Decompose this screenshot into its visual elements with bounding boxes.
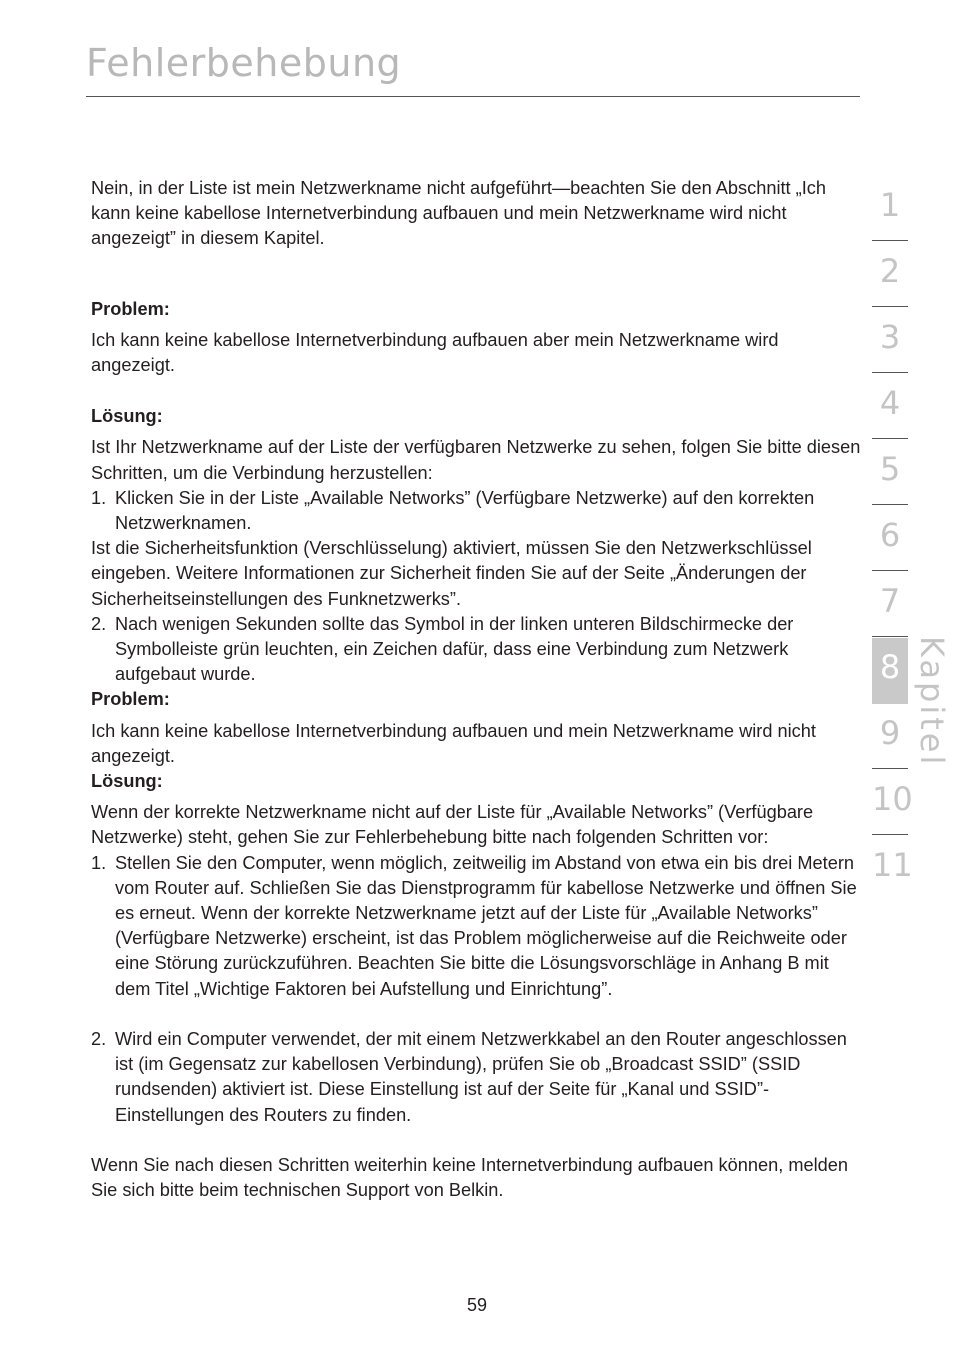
list-number: 2. (91, 1028, 107, 1049)
problem-text: Ich kann keine kabellose Internetverbindung aufbauen und mein Netzwerkname wird nicht angezeigt. (91, 720, 816, 766)
chapter-tab-5[interactable]: 5 (872, 440, 908, 506)
chapter-tab-6[interactable]: 6 (872, 506, 908, 572)
solution-intro: Ist Ihr Netzwerkname auf der Liste der verfügbaren Netzwerke zu sehen, folgen Sie bitte diesen Schritten, um die Verbindung herzustellen: (91, 437, 861, 483)
chapter-tab-11[interactable]: 11 (872, 846, 913, 884)
page-title: Fehlerbehebung (86, 41, 402, 85)
solution-heading: Lösung: (91, 406, 163, 427)
list-number: 2. (91, 613, 107, 634)
chapter-tab-8-active[interactable]: 8 (872, 638, 908, 704)
security-note: Ist die Sicherheitsfunktion (Verschlüsselung) aktiviert, müssen Sie den Netzwerkschlüssel eingeben. Weitere Informationen zur Sicherheit finden Sie auf der Seite „Änderungen der Sicherheitseinstellungen des Funknetzwerks”. (91, 538, 812, 609)
list-number: 1. (91, 487, 107, 508)
chapter-tab-9[interactable]: 9 (872, 704, 908, 770)
list-item (91, 486, 861, 536)
list-item-text: Stellen Sie den Computer, wenn möglich, zeitweilig im Abstand von etwa ein bis drei Metern vom Router auf. Schließen Sie das Dienstprogramm für kabellose Netzwerke und öffnen Sie es erneut. Wenn der korrekte Netzwerkname jetzt auf der Liste für „Available Networks” (Verfügbare Netzwerke) erscheint, ist das Problem möglicherweise auf die Reichweite oder eine Störung zurückzuführen. Beachten Sie bitte die Lösungsvorschläge in Anhang B mit dem Titel „Wichtige Faktoren bei Aufstellung und Einrichtung”. (115, 852, 857, 999)
list-item (91, 1027, 861, 1128)
list-number: 1. (91, 852, 107, 873)
list-item-text: Klicken Sie in der Liste „Available Networks” (Verfügbare Netzwerke) auf den korrekten Netzwerknamen. (115, 487, 815, 534)
list-item (91, 851, 861, 1002)
chapter-tab-7[interactable]: 7 (872, 572, 908, 638)
chapter-side-label: Kapitel (913, 636, 951, 768)
chapter-tab-3[interactable]: 3 (872, 308, 908, 374)
chapter-tab-4[interactable]: 4 (872, 374, 908, 440)
closing-paragraph: Wenn Sie nach diesen Schritten weiterhin keine Internetverbindung aufbauen können, melden Sie sich bitte beim technischen Support von Belkin. (91, 1154, 848, 1200)
list-item (91, 612, 861, 688)
problem-heading: Problem: (91, 689, 170, 710)
problem-text: Ich kann keine kabellose Internetverbindung aufbauen aber mein Netzwerkname wird angezeigt. (91, 329, 779, 376)
list-item-text: Nach wenigen Sekunden sollte das Symbol in der linken unteren Bildschirmecke der Symbolleiste grün leuchten, ein Zeichen dafür, dass eine Verbindung zum Netzwerk aufgebaut wurde. (115, 613, 794, 685)
main-content (91, 176, 861, 1203)
intro-paragraph: Nein, in der Liste ist mein Netzwerkname nicht aufgeführt—beachten Sie den Abschnitt „Ich kann keine kabellose Internetverbindung aufbauen und mein Netzwerkname wird nicht angezeigt” in diesem Kapitel. (91, 178, 826, 249)
list-item-text: Wird ein Computer verwendet, der mit einem Netzwerkkabel an den Router angeschlossen ist (im Gegensatz zur kabellosen Verbindung), prüfen Sie ob „Broadcast SSID” (SSID rundsenden) aktiviert ist. Diese Einstellung ist auf der Seite für „Kanal und SSID”-Einstellungen des Routers zu finden. (115, 1028, 847, 1125)
problem-heading: Problem: (91, 298, 170, 319)
page-number: 59 (466, 1295, 488, 1315)
solution-heading: Lösung: (91, 771, 163, 792)
chapter-tab-1[interactable]: 1 (872, 176, 908, 242)
chapter-index (872, 176, 913, 902)
header-divider (86, 96, 860, 97)
chapter-tab-2[interactable]: 2 (872, 242, 908, 308)
chapter-tab-10[interactable]: 10 (872, 770, 908, 836)
solution-intro: Wenn der korrekte Netzwerkname nicht auf der Liste für „Available Networks” (Verfügbare Netzwerke) steht, gehen Sie zur Fehlerbehebung bitte nach folgenden Schritten vor: (91, 802, 814, 848)
